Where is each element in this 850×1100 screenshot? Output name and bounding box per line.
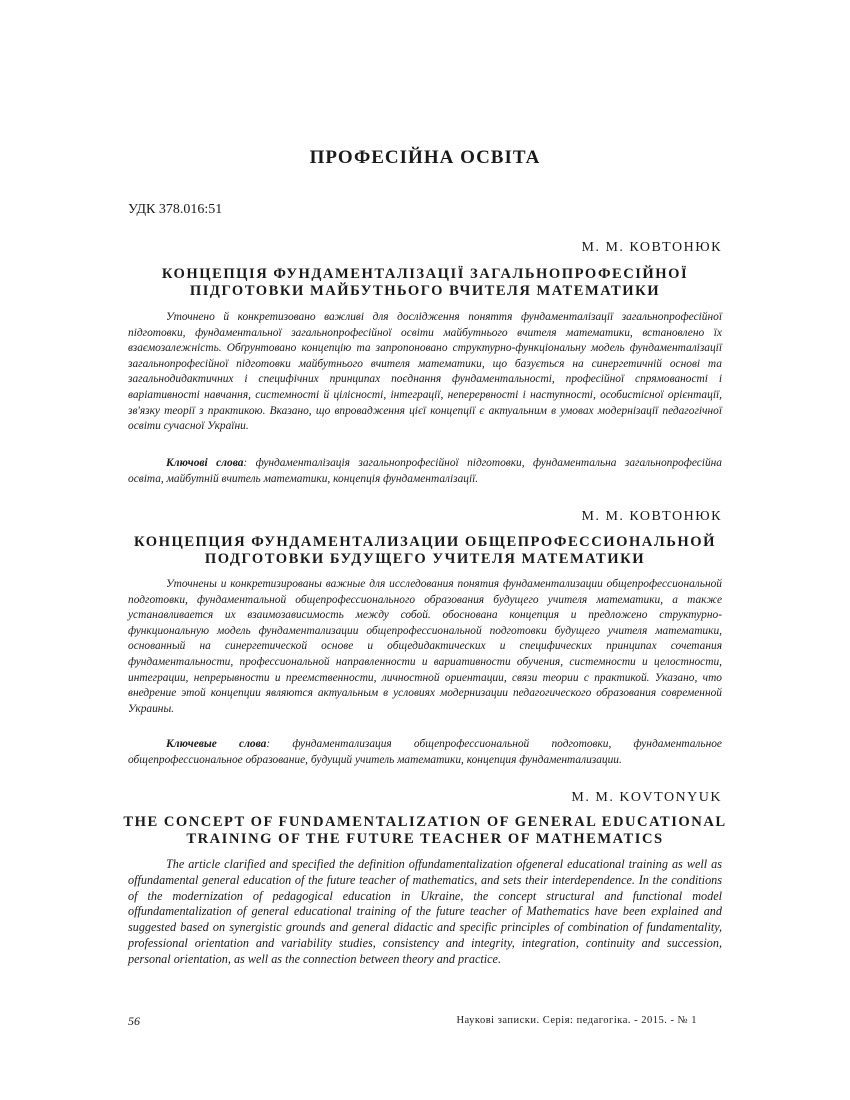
keywords-text-ukrainian: : фундаменталізація загальнопрофесійної підготовки, фундаментальна загальнопрофесійна освіта, майбутній вчитель математики, концепція фундаменталізації. (128, 457, 722, 485)
author-ukrainian: М. М. КОВТОНЮК (581, 240, 722, 255)
abstract-english: The article clarified and specified the definition offundamentalization ofgeneral educational training as well as offundamental general education of the future teacher of mathematics, and sets their interdependence. In the conditions of the modernization of pedagogical education in Ukraine, the concept structural and functional model offundamentalization of general educational training of the future teacher of Mathematics have been explained and suggested based on synergistic grounds and general didactic and specific principles of combination of fundamentality, professional orientation and variability studies, consistency and integrity, integration, continuity and succession, personal orientation, as well as the connection between theory and practice. (128, 857, 722, 966)
keywords-label-ukrainian: Ключові слова (166, 457, 244, 469)
journal-citation: Наукові записки. Серія: педагогіка. - 2015. - № 1 (456, 1015, 697, 1026)
title-english-line1: THE CONCEPT OF FUNDAMENTALIZATION OF GENERAL EDUCATIONAL (123, 814, 727, 830)
abstract-ukrainian: Уточнено й конкретизовано важливі для дослідження поняття фундаменталізації загальнопрофесійної підготовки, фундаментальної загальнопрофесійної освіти майбутнього вчителя математики, встановлено їх взаємозалежність. Обґрунтовано концепцію та запропоновано структурно-функціональну модель фундаменталізації загальнопрофесійної підготовки майбутнього вчителя математики, що базується на синергетичній основі та загальнодидактичних і специфічних принципах поєднання фундаментальності, професійної спрямованості і варіативності навчання, системності й цілісності, інтеграції, неперервності і наступності, особистісної орієнтації, зв'язку теорії з практикою. Вказано, що впровадження цієї концепції є актуальним в умовах модернізації педагогічної освіти сучасної України. (128, 311, 722, 433)
abstract-russian: Уточнены и конкретизированы важные для исследования понятия фундаментализации общепрофессиональной подготовки, фундаментальной общепрофессионального образования будущего учителя математики, а также устанавливается их взаимозависимость между собой. обоснована концепция и предложено структурно-функциональную модель фундаментализации общепрофессиональной подготовки будущего учителя математики, основанный на синергетической основе и общедидактических и специфических принципах сочетания фундаментальности, профессиональной направленности и вариативности обучения, системности и целостности, интеграции, непрерывности и преемственности, личностной ориентации, связи теории с практикой. Указано, что внедрение этой концепции являются актуальным в условиях модернизации педагогического образования современной Украины. (128, 578, 722, 715)
keywords-ukrainian (128, 456, 722, 487)
section-title: ПРОФЕСІЙНА ОСВІТА (309, 147, 541, 168)
title-ukrainian-line2: ПІДГОТОВКИ МАЙБУТНЬОГО ВЧИТЕЛЯ МАТЕМАТИКИ (189, 283, 661, 299)
title-russian-line2: ПОДГОТОВКИ БУДУЩЕГО УЧИТЕЛЯ МАТЕМАТИКИ (204, 551, 646, 567)
title-english (118, 814, 732, 848)
title-english-line2: TRAINING OF THE FUTURE TEACHER OF MATHEMATICS (186, 831, 664, 847)
keywords-text-russian: : фундаментализация общепрофессиональной подготовки, фундаментальное общепрофессиональное образование, будущий учитель математики, концепция фундаментализации. (128, 738, 722, 766)
author-russian: М. М. КОВТОНЮК (581, 509, 722, 524)
title-ukrainian-line1: КОНЦЕПЦІЯ ФУНДАМЕНТАЛІЗАЦІЇ ЗАГАЛЬНОПРОФЕСІЙНОЇ (161, 266, 689, 282)
title-ukrainian (118, 266, 732, 300)
keywords-label-russian: Ключевые слова (166, 738, 267, 750)
title-russian-line1: КОНЦЕПЦИЯ ФУНДАМЕНТАЛИЗАЦИИ ОБЩЕПРОФЕССИОНАЛЬНОЙ (134, 534, 716, 550)
page-number: 56 (128, 1014, 140, 1028)
udk-code: УДК 378.016:51 (128, 202, 223, 217)
author-english: M. M. KOVTONYUK (571, 790, 722, 805)
keywords-russian (128, 737, 722, 768)
title-russian (118, 534, 732, 568)
